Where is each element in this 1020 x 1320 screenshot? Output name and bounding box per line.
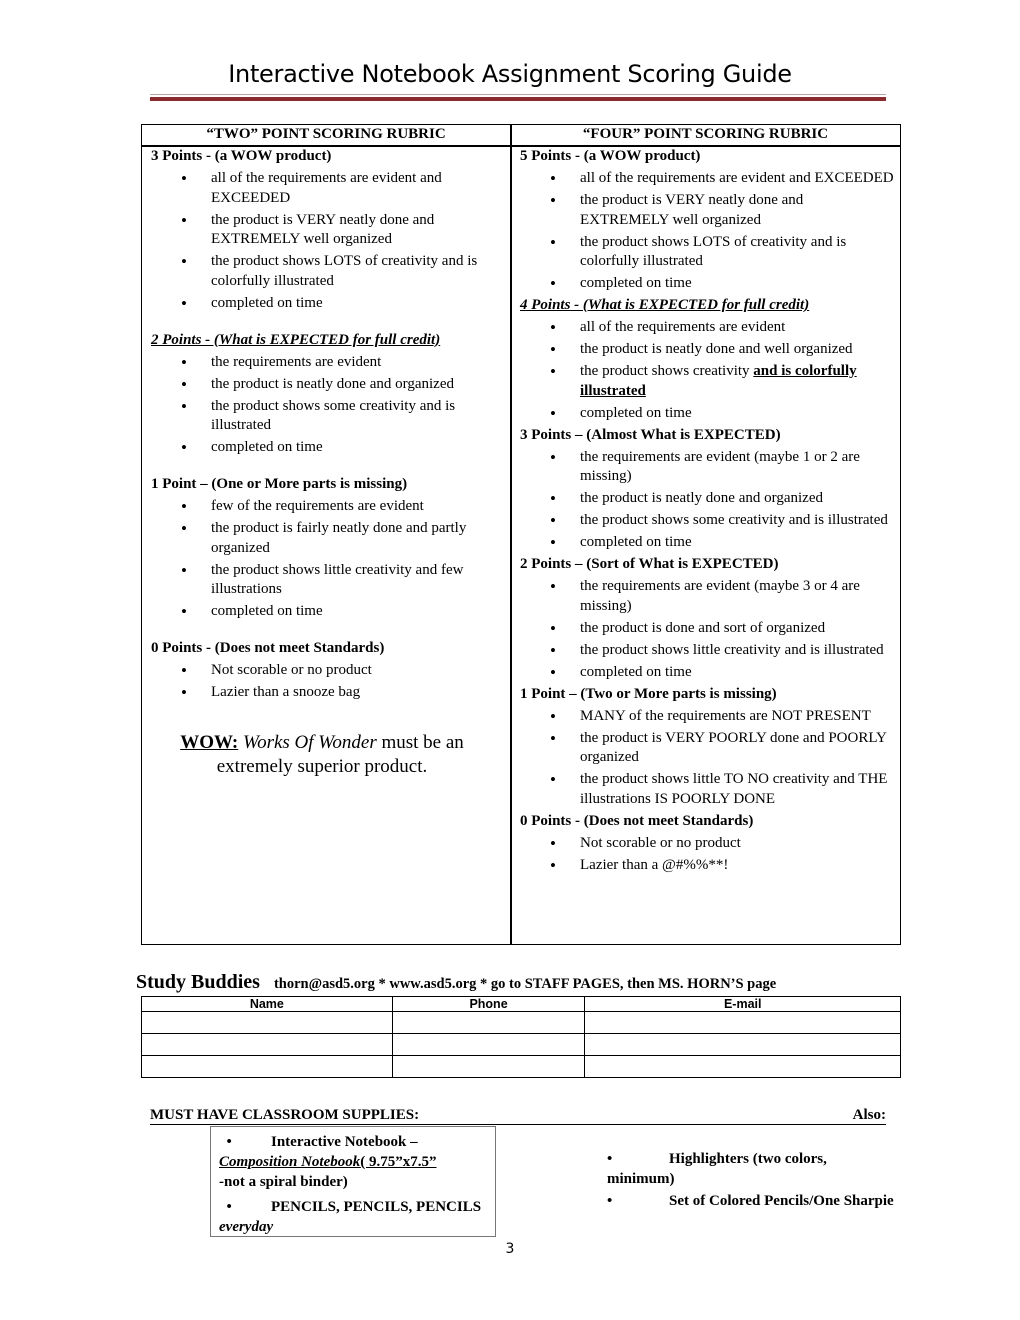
- study-buddies-title: Study Buddies: [136, 971, 260, 993]
- phone-cell[interactable]: [392, 1012, 585, 1034]
- column-header-email: E-mail: [585, 997, 901, 1012]
- wow-label: WOW:: [180, 731, 239, 753]
- level-2-points: 2 Points - (What is EXPECTED for full credit): [151, 331, 441, 348]
- bullet-icon: •: [607, 1193, 613, 1209]
- list-item: • Not scorable or no product: [151, 661, 503, 681]
- level-1-list: [151, 497, 503, 622]
- page-title: Interactive Notebook Assignment Scoring Guide: [228, 60, 792, 88]
- four-point-column: [520, 147, 894, 878]
- list-item: [520, 362, 894, 401]
- title-rule-thin: [150, 94, 886, 95]
- list-item-emphasis: and is colorfully illustrated: [580, 363, 857, 399]
- title-rule-thick: [150, 97, 886, 101]
- level-2-four-list: [520, 577, 894, 682]
- also-label: Also:: [852, 1107, 886, 1123]
- supply-item-highlighters: • Highlighters (two colors, minimum): [607, 1151, 827, 1187]
- study-buddies-table: [141, 996, 901, 1078]
- email-cell[interactable]: [585, 1034, 901, 1056]
- list-item: • the requirements are evident: [151, 353, 503, 373]
- list-item: • the product is VERY neatly done and EXTREMELY well organized: [151, 211, 503, 250]
- list-item: • completed on time: [151, 602, 503, 622]
- list-item: • completed on time: [520, 274, 894, 294]
- list-item: • the product shows little TO NO creativity and THE illustrations IS POORLY DONE: [520, 770, 894, 809]
- list-item: • Lazier than a snooze bag: [151, 683, 503, 703]
- page-number: 3: [505, 1241, 515, 1257]
- list-item: • completed on time: [151, 294, 503, 314]
- level-3-points: 3 Points - (a WOW product): [151, 148, 332, 164]
- name-cell[interactable]: [142, 1034, 393, 1056]
- level-3-list: [151, 169, 503, 313]
- level-0-four-list: [520, 834, 894, 876]
- level-0-list: [151, 661, 503, 703]
- table-row: [142, 1056, 901, 1078]
- list-item: • completed on time: [151, 438, 503, 458]
- list-item: • the product shows little creativity and few illustrations: [151, 561, 503, 600]
- phone-cell[interactable]: [392, 1034, 585, 1056]
- list-item: • MANY of the requirements are NOT PRESENT: [520, 707, 894, 727]
- list-item: • the product is neatly done and organized: [151, 375, 503, 395]
- two-point-heading: “TWO” POINT SCORING RUBRIC: [206, 126, 446, 142]
- list-item: • the product shows some creativity and is illustrated: [520, 511, 894, 531]
- column-divider: [510, 125, 512, 944]
- supply-item-notebook: • Interactive Notebook – Composition Notebook( 9.75”x7.5” -not a spiral binder): [219, 1134, 437, 1190]
- phone-cell[interactable]: [392, 1056, 585, 1078]
- email-cell[interactable]: [585, 1012, 901, 1034]
- list-item: • the product is neatly done and organized: [520, 489, 894, 509]
- level-2-list: [151, 353, 503, 458]
- level-4-points: 4 Points - (What is EXPECTED for full credit): [520, 297, 810, 313]
- list-item: • Lazier than a @#%%**!: [520, 856, 894, 876]
- list-item: • the product is VERY POORLY done and POORLY organized: [520, 729, 894, 768]
- column-header-phone: Phone: [392, 997, 585, 1012]
- study-buddies-heading: [136, 971, 916, 994]
- rubric-table: [141, 124, 901, 945]
- bullet-icon: •: [607, 1151, 613, 1167]
- two-point-column: [151, 147, 503, 779]
- name-cell[interactable]: [142, 1012, 393, 1034]
- list-item: • completed on time: [520, 533, 894, 553]
- list-item-text: the product shows creativity: [580, 363, 750, 379]
- must-have-supplies-box: [210, 1126, 496, 1237]
- level-1-four-list: [520, 707, 894, 810]
- list-item: • the requirements are evident (maybe 1 or 2 are missing): [520, 448, 894, 487]
- study-buddies-contact: thorn@asd5.org * www.asd5.org * go to STAFF PAGES, then MS. HORN’S page: [273, 976, 777, 992]
- bullet-icon: •: [219, 1199, 232, 1215]
- list-item: • the requirements are evident (maybe 3 or 4 are missing): [520, 577, 894, 616]
- also-supplies-list: [607, 1149, 897, 1211]
- email-cell[interactable]: [585, 1056, 901, 1078]
- level-3-four-list: [520, 448, 894, 553]
- level-1-point: 1 Point – (One or More parts is missing): [151, 476, 408, 492]
- four-point-heading: “FOUR” POINT SCORING RUBRIC: [582, 126, 829, 142]
- supply-item-pencils: • PENCILS, PENCILS, PENCILS everyday: [219, 1199, 482, 1235]
- table-row: [142, 1012, 901, 1034]
- list-item: • completed on time: [520, 663, 894, 683]
- list-item: • the product shows little creativity and is illustrated: [520, 641, 894, 661]
- name-cell[interactable]: [142, 1056, 393, 1078]
- level-1-point-four: 1 Point – (Two or More parts is missing): [520, 685, 777, 702]
- list-item: • all of the requirements are evident and EXCEEDED: [520, 169, 894, 189]
- list-item: • all of the requirements are evident and EXCEEDED: [151, 169, 503, 208]
- list-item: • the product is VERY neatly done and EXTREMELY well organized: [520, 191, 894, 230]
- list-item: • the product is done and sort of organized: [520, 619, 894, 639]
- bullet-icon: •: [219, 1134, 232, 1150]
- level-0-points: 0 Points - (Does not meet Standards): [151, 640, 385, 656]
- level-4-list: [520, 318, 894, 423]
- list-item: • the product is fairly neatly done and partly organized: [151, 519, 503, 558]
- supplies-title: MUST HAVE CLASSROOM SUPPLIES:: [150, 1107, 420, 1123]
- level-3-points-four: 3 Points – (Almost What is EXPECTED): [520, 426, 781, 443]
- list-item: • the product shows LOTS of creativity and is colorfully illustrated: [151, 252, 503, 291]
- list-item: • few of the requirements are evident: [151, 497, 503, 517]
- level-2-points-four: 2 Points – (Sort of What is EXPECTED): [520, 556, 779, 572]
- level-5-points: 5 Points - (a WOW product): [520, 148, 701, 164]
- column-header-name: Name: [142, 997, 393, 1012]
- wow-meaning: Works Of Wonder: [243, 731, 377, 753]
- supplies-heading: [150, 1107, 886, 1125]
- list-item: • all of the requirements are evident: [520, 318, 894, 338]
- list-item: • the product shows LOTS of creativity and is colorfully illustrated: [520, 233, 894, 272]
- list-item: • Not scorable or no product: [520, 834, 894, 854]
- composition-notebook: Composition Notebook: [219, 1154, 361, 1170]
- list-item: • completed on time: [520, 404, 894, 424]
- list-item: • the product is neatly done and well organized: [520, 340, 894, 360]
- wow-note: [151, 731, 503, 779]
- list-item: • the product shows some creativity and is illustrated: [151, 397, 503, 436]
- wow-description: must be an extremely superior product.: [216, 731, 464, 777]
- supply-item-colored-pencils: • Set of Colored Pencils/One Sharpie: [607, 1193, 894, 1209]
- level-0-points-four: 0 Points - (Does not meet Standards): [520, 812, 754, 829]
- table-row: [142, 1034, 901, 1056]
- level-5-list: [520, 169, 894, 294]
